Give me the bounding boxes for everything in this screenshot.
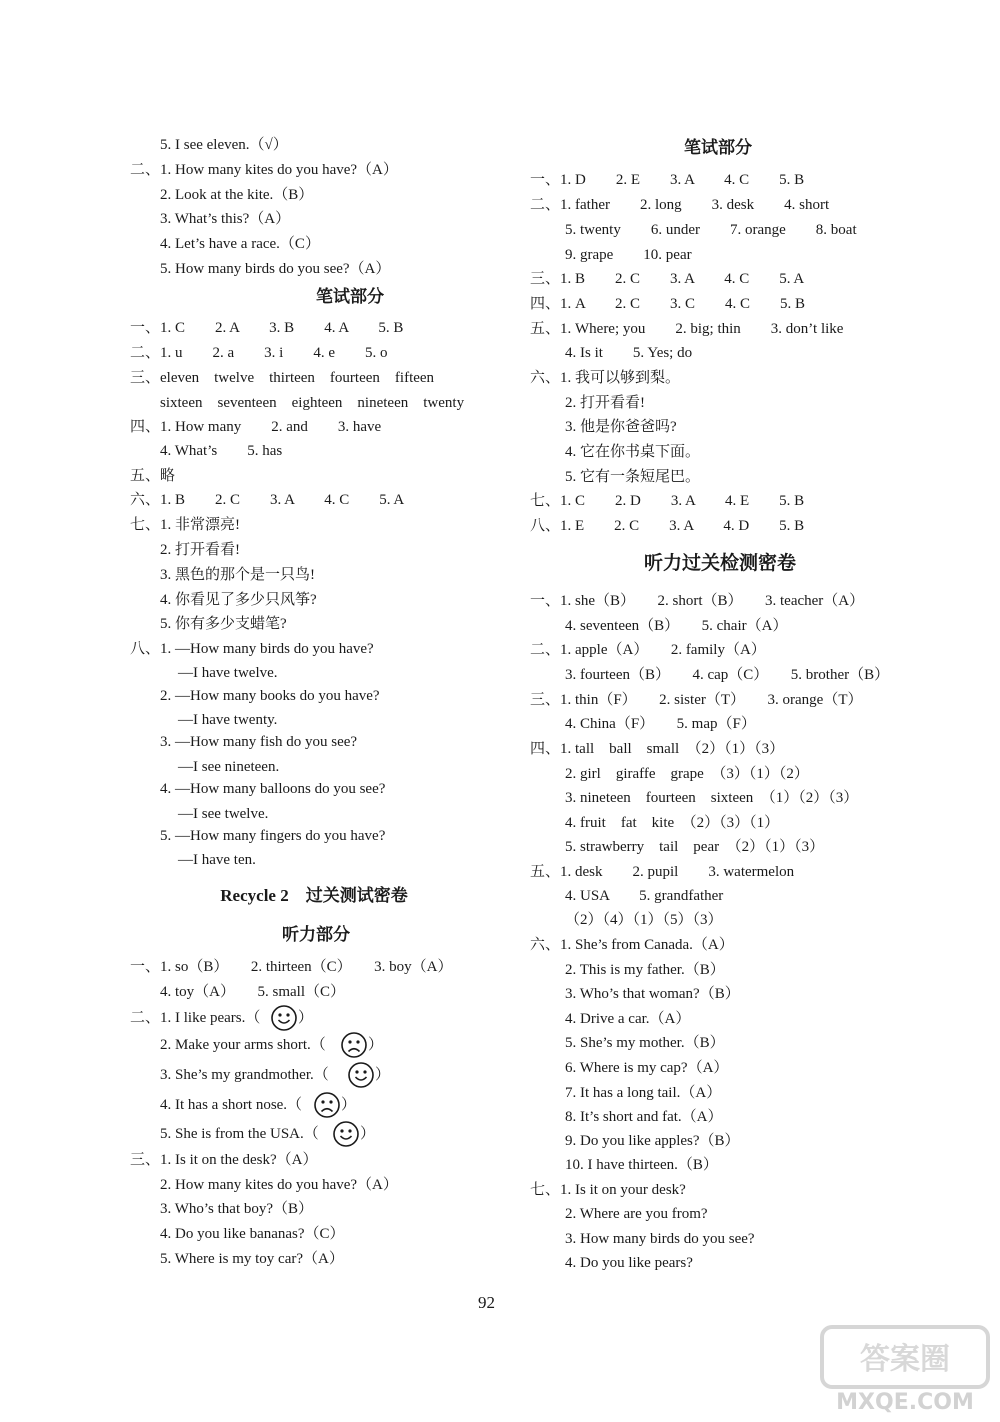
answer-line: 4. seventeen（B） 5. chair（A） — [565, 618, 788, 634]
answer-line: 三、1. B 2. C 3. A 4. C 5. A — [530, 271, 805, 287]
watermark-logo — [820, 1325, 990, 1415]
answer-line: 二、1. How many kites do you have?（A） — [130, 162, 398, 178]
answer-line: 三、1. thin（F） 2. sister（T） 3. orange（T） — [530, 692, 863, 708]
answer-line: 六、1. B 2. C 3. A 4. C 5. A — [130, 492, 405, 508]
answer-line: 一、1. C 2. A 3. B 4. A 5. B — [130, 320, 404, 336]
answer-line: 二、1. I like pears.（ — [130, 1010, 261, 1026]
answer-line: 5. She is from the USA.（ — [160, 1126, 319, 1142]
answer-line: 4. toy（A） 5. small（C） — [160, 984, 346, 1000]
answer-line: 8. It’s short and fat.（A） — [565, 1109, 723, 1125]
section-heading: Recycle 2 过关测试密卷 — [220, 886, 408, 905]
answer-line: 2. Where are you from? — [565, 1206, 708, 1222]
answer-line: 5. I see eleven.（√） — [160, 137, 288, 153]
answer-line: 4. fruit fat kite （2）（3）（1） — [565, 815, 780, 831]
answer-line: —I have twenty. — [178, 712, 278, 728]
answer-line: —I have ten. — [178, 852, 256, 868]
answer-line: 5. She’s my mother.（B） — [565, 1035, 725, 1051]
answer-line: 五、1. desk 2. pupil 3. watermelon — [530, 864, 795, 880]
answer-line: 四、1. tall ball small （2）（1）（3） — [530, 741, 785, 757]
answer-line: 5. How many birds do you see?（A） — [160, 261, 391, 277]
answer-line: 3. She’s my grandmother.（ — [160, 1067, 329, 1083]
answer-line: 三、eleven twelve thirteen fourteen fifteen — [130, 370, 435, 386]
answer-line: 二、1. father 2. long 3. desk 4. short — [530, 197, 830, 213]
answer-line: 五、1. Where; you 2. big; thin 3. don’t like — [530, 321, 844, 337]
close-paren: ） — [360, 1126, 376, 1142]
answer-line: 3. How many birds do you see? — [565, 1231, 755, 1247]
answer-line: 3. Who’s that woman?（B） — [565, 986, 740, 1002]
page-number: 92 — [478, 1293, 495, 1312]
answer-line: —I see twelve. — [178, 806, 269, 822]
answer-line: 4. 你看见了多少只风筝? — [160, 592, 317, 608]
answer-line: 二、1. apple（A） 2. family（A） — [530, 642, 766, 658]
answer-line: 四、1. How many 2. and 3. have — [130, 419, 382, 435]
section-heading: 听力部分 — [282, 925, 350, 944]
answer-line: 七、1. Is it on your desk? — [530, 1182, 686, 1198]
answer-line: 3. fourteen（B） 4. cap（C） 5. brother（B） — [565, 667, 890, 683]
answer-line: 4. USA 5. grandfather — [565, 888, 724, 904]
answer-line: 5. 你有多少支蜡笔? — [160, 616, 287, 632]
answer-line: 4. Let’s have a race.（C） — [160, 236, 320, 252]
answer-line: 4. 它在你书桌下面。 — [565, 444, 701, 460]
answer-line: 4. Do you like pears? — [565, 1255, 693, 1271]
frown-icon — [313, 1091, 341, 1119]
close-paren: ） — [368, 1037, 384, 1053]
frown-icon — [340, 1031, 368, 1059]
section-heading: 笔试部分 — [316, 287, 384, 306]
smile-icon — [270, 1004, 298, 1032]
answer-line: 五、略 — [130, 468, 176, 484]
close-paren: ） — [375, 1067, 391, 1083]
answer-line: 9. grape 10. pear — [565, 247, 692, 263]
answer-line: 2. 打开看看! — [565, 395, 645, 411]
answer-line: 2. Make your arms short.（ — [160, 1037, 326, 1053]
smile-icon — [332, 1120, 360, 1148]
answer-line: 5. 它有一条短尾巴。 — [565, 469, 701, 485]
section-heading: 听力过关检测密卷 — [643, 553, 796, 574]
answer-line: 3. What’s this?（A） — [160, 211, 291, 227]
answer-line: 七、1. 非常漂亮! — [130, 517, 240, 533]
answer-line: （2）（4）（1）（5）（3） — [565, 912, 723, 928]
answer-line: 2. 打开看看! — [160, 542, 240, 558]
answer-line: 6. Where is my cap?（A） — [565, 1060, 729, 1076]
answer-line: 三、1. Is it on the desk?（A） — [130, 1152, 318, 1168]
close-paren: ） — [298, 1010, 314, 1026]
answer-line: 4. It has a short nose.（ — [160, 1097, 303, 1113]
answer-line: 2. How many kites do you have?（A） — [160, 1177, 398, 1193]
answer-line: 4. —How many balloons do you see? — [160, 781, 386, 797]
answer-line: 2. girl giraffe grape （3）（1）（2） — [565, 766, 809, 782]
answer-line: 六、1. 我可以够到梨。 — [530, 370, 681, 386]
answer-line: 八、1. E 2. C 3. A 4. D 5. B — [530, 518, 805, 534]
answer-line: 二、1. u 2. a 3. i 4. e 5. o — [130, 345, 388, 361]
answer-line: 六、1. She’s from Canada.（A） — [530, 937, 734, 953]
answer-line: 2. This is my father.（B） — [565, 962, 725, 978]
answer-line: 3. Who’s that boy?（B） — [160, 1201, 314, 1217]
answer-line: 3. 他是你爸爸吗? — [565, 419, 677, 435]
answer-line: 2. —How many books do you have? — [160, 688, 380, 704]
answer-line: 一、1. she（B） 2. short（B） 3. teacher（A） — [530, 593, 865, 609]
answer-line: 7. It has a long tail.（A） — [565, 1085, 722, 1101]
answer-line: 9. Do you like apples?（B） — [565, 1133, 740, 1149]
answer-line: 四、1. A 2. C 3. C 4. C 5. B — [530, 296, 806, 312]
answer-line: 4. Is it 5. Yes; do — [565, 345, 693, 361]
answer-line: 七、1. C 2. D 3. A 4. E 5. B — [530, 493, 805, 509]
answer-line: —I see nineteen. — [178, 759, 280, 775]
answer-line: sixteen seventeen eighteen nineteen twenty — [160, 395, 465, 411]
answer-line: 八、1. —How many birds do you have? — [130, 641, 374, 657]
answer-line: 3. 黑色的那个是一只鸟! — [160, 567, 315, 583]
smile-icon — [347, 1061, 375, 1089]
answer-line: 5. Where is my toy car?（A） — [160, 1251, 344, 1267]
answer-line: 4. Drive a car.（A） — [565, 1011, 691, 1027]
answer-line: 一、1. D 2. E 3. A 4. C 5. B — [530, 172, 805, 188]
answer-line: 10. I have thirteen.（B） — [565, 1157, 718, 1173]
close-paren: ） — [341, 1097, 357, 1113]
section-heading: 笔试部分 — [684, 138, 752, 157]
answer-line: 4. What’s 5. has — [160, 443, 283, 459]
answer-line: 4. Do you like bananas?（C） — [160, 1226, 345, 1242]
answer-line: 4. China（F） 5. map（F） — [565, 716, 756, 732]
answer-line: 5. strawberry tail pear （2）（1）（3） — [565, 839, 825, 855]
svg-text:答案圈: 答案圈 — [860, 1342, 950, 1377]
answer-line: 3. nineteen fourteen sixteen （1）（2）（3） — [565, 790, 859, 806]
answer-line: 5. twenty 6. under 7. orange 8. boat — [565, 222, 857, 238]
answer-line: 3. —How many fish do you see? — [160, 734, 358, 750]
answer-line: 5. —How many fingers do you have? — [160, 828, 386, 844]
watermark-text: MXQE.COM — [836, 1390, 974, 1415]
answer-line: —I have twelve. — [178, 665, 278, 681]
answer-line: 一、1. so（B） 2. thirteen（C） 3. boy（A） — [130, 959, 453, 975]
answer-line: 2. Look at the kite.（B） — [160, 187, 314, 203]
